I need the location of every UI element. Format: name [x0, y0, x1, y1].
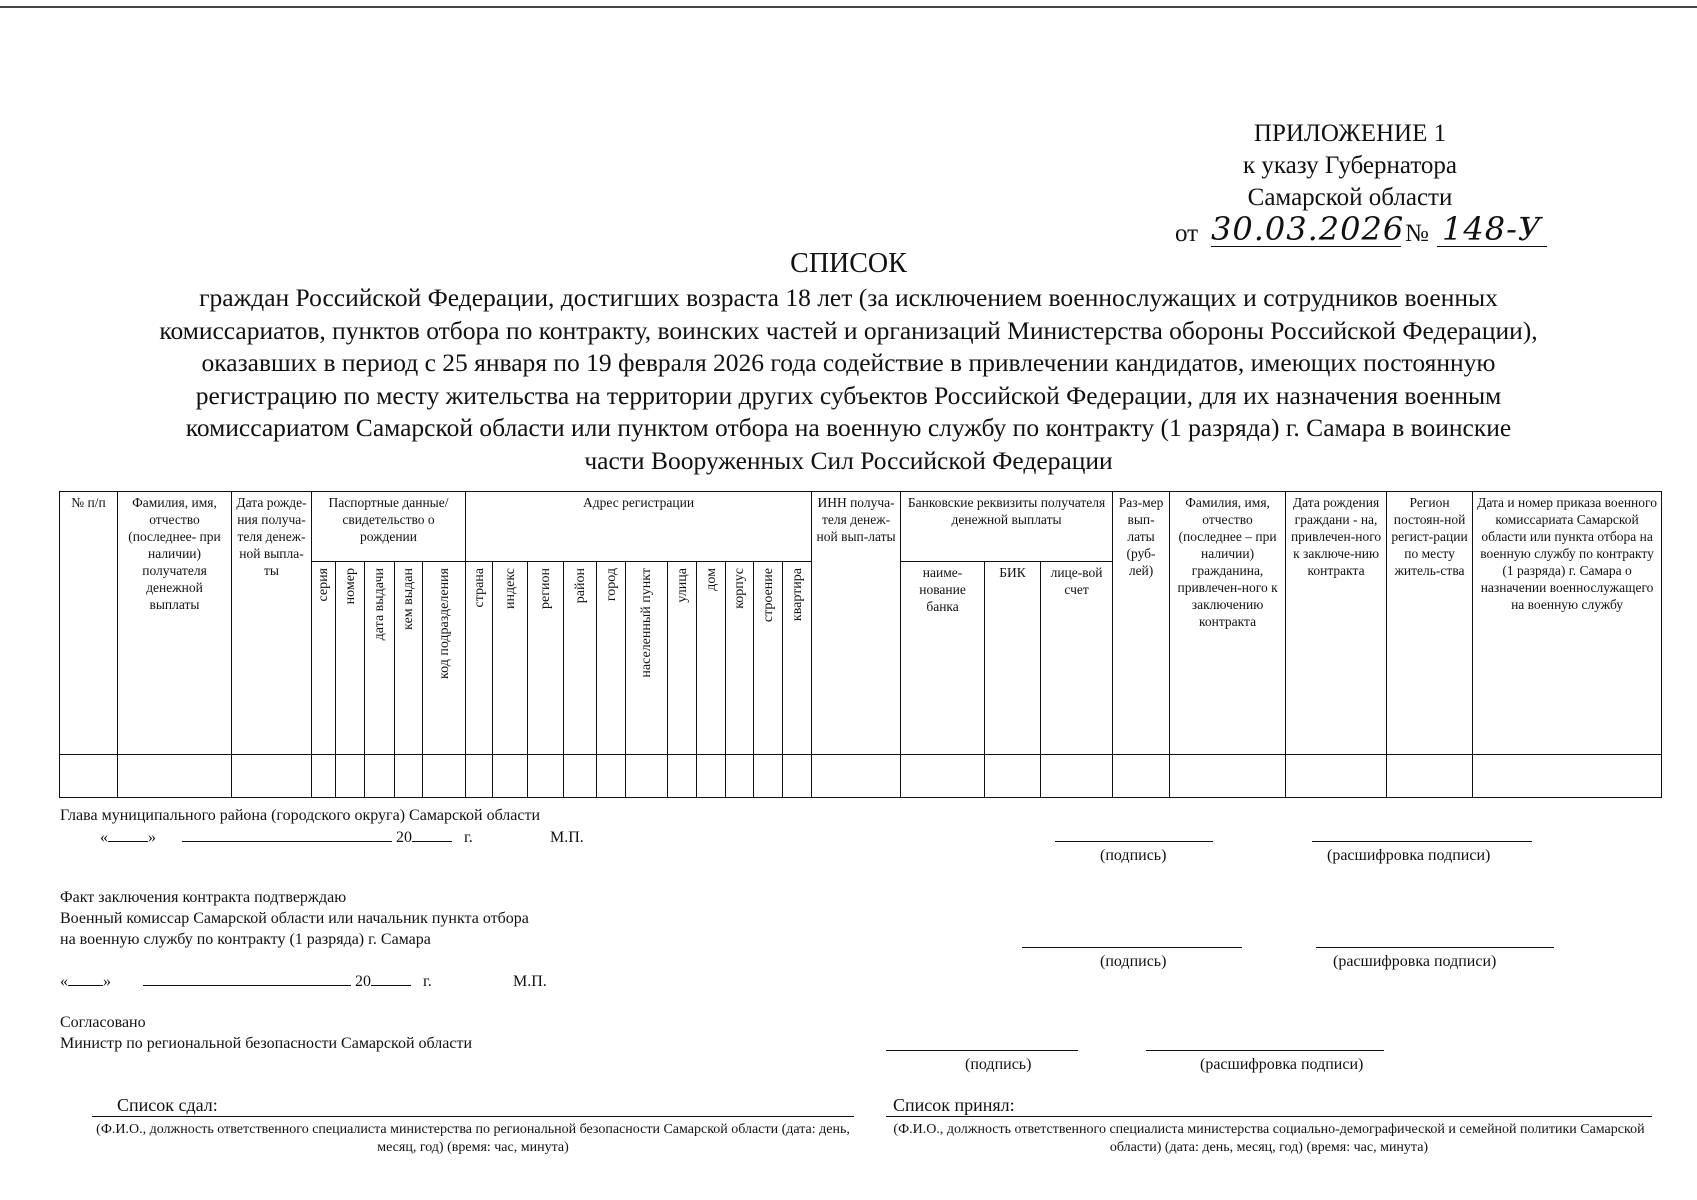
- block2-decode-line: [1316, 947, 1554, 948]
- citizens-table: [59, 491, 1662, 798]
- appendix-line-decree: к указу Губернатора: [1242, 152, 1458, 179]
- header-address-apartment: квартира: [783, 562, 812, 755]
- table-row-empty: [60, 755, 1662, 798]
- subtitle-line: части Вооруженных Сил Российской Федерации: [584, 445, 1113, 475]
- subtitle-line: комиссариатом Самарской области или пунктом отбора на военную службу по контракту (1 разряда) г. Самара в воинские: [185, 413, 1512, 442]
- header-inn: ИНН получа-теля денеж-ной вып-латы: [812, 492, 901, 755]
- block3-line1: Согласовано: [60, 1014, 146, 1031]
- decree-date-handwritten: 30.03.2026: [1211, 210, 1405, 248]
- footer-received-line: [886, 1116, 1652, 1117]
- header-passport: Паспортные данные/ свидетельство о рождении: [312, 492, 466, 562]
- document-subtitle: [0, 282, 1697, 477]
- block2-line3: на военную службу по контракту (1 разряда) г. Самара: [60, 931, 431, 948]
- footer-submitted-line: [92, 1116, 854, 1117]
- header-bank: Банковские реквизиты получателя денежной выплаты: [901, 492, 1113, 562]
- header-passport-number: номер: [336, 562, 365, 755]
- header-region: Регион постоян-ной регист-рации по месту житель-ства: [1387, 492, 1473, 755]
- header-no: № п/п: [60, 492, 118, 755]
- header-address: Адрес регистрации: [466, 492, 812, 562]
- top-scan-border: [0, 6, 1697, 8]
- header-address-settlement: населенный пункт: [626, 562, 668, 755]
- header-address-district: район: [564, 562, 597, 755]
- block2-date-line: « » 20 г.: [60, 973, 432, 990]
- decree-number-handwritten: 148-У: [1437, 212, 1547, 247]
- block1-sign-caption: (подпись): [1100, 847, 1167, 864]
- subtitle-line: оказавших в период с 25 января по 19 февраля 2026 года содействие в привлечении кандидатов, имеющих постоянную: [201, 348, 1496, 377]
- subtitle-line: граждан Российской Федерации, достигших возраста 18 лет (за исключением военнослужащих и сотрудников военных: [199, 283, 1498, 312]
- footer-received-label: Список принял:: [893, 1095, 1015, 1115]
- block2-sign-line: [1022, 947, 1242, 948]
- header-address-index: индекс: [493, 562, 528, 755]
- header-bank-account: лице-вой счет: [1041, 562, 1113, 755]
- document-title: СПИСОК: [790, 248, 907, 279]
- appendix-title: ПРИЛОЖЕНИЕ 1: [1253, 120, 1447, 147]
- block3-sign-caption: (подпись): [965, 1056, 1032, 1073]
- header-address-country: страна: [466, 562, 493, 755]
- block3-line2: Министр по региональной безопасности Самарской области: [60, 1035, 473, 1052]
- footer-submitted-label: Список сдал:: [117, 1095, 218, 1115]
- header-passport-series: серия: [312, 562, 336, 755]
- header-address-region: регион: [528, 562, 564, 755]
- header-passport-code: код подразделения: [423, 562, 466, 755]
- header-candidate-birth: Дата рождения граждани - на, привлечен-ного к заключе-нию контракта: [1286, 492, 1387, 755]
- block2-line1: Факт заключения контракта подтверждаю: [60, 889, 347, 906]
- block2-line2: Военный комиссар Самарской области или начальник пункта отбора: [60, 910, 529, 927]
- appendix-date-number: [1175, 212, 1555, 250]
- block3-decode-caption: (расшифровка подписи): [1200, 1056, 1364, 1073]
- header-address-building: корпус: [726, 562, 754, 755]
- block1-date-line: « » 20 г.: [100, 829, 473, 846]
- number-label: №: [1405, 220, 1429, 247]
- header-passport-date: дата выдачи: [365, 562, 395, 755]
- block1-decode-line: [1312, 841, 1532, 842]
- appendix-line-region: Самарской области: [1247, 184, 1453, 211]
- block3-decode-line: [1146, 1050, 1384, 1051]
- block1-stamp: М.П.: [550, 829, 584, 846]
- subtitle-line: регистрацию по месту жительства на территории других субъектов Российской Федерации, для их назначения военным: [195, 380, 1502, 410]
- header-amount: Раз-мер вып-латы (руб-лей): [1113, 492, 1170, 755]
- footer-submitted-caption: (Ф.И.О., должность ответственного специалиста министерства по региональной безопасности Самарской области (дата: день, месяц, год) (время: час, минута): [96, 1122, 850, 1155]
- footer-received-caption: (Ф.И.О., должность ответственного специалиста министерства социально-демографической и семейной политики Самарской области) (дата: день, месяц, год) (время: час, минута): [893, 1122, 1645, 1155]
- header-recipient-name: Фамилия, имя, отчество (последнее- при наличии) получателя денежной выплаты: [118, 492, 232, 755]
- subtitle-line: комиссариатов, пунктов отбора по контракту, воинских частей и организаций Министерства обороны Российской Федерации),: [159, 315, 1538, 345]
- block1-sign-line: [1055, 841, 1213, 842]
- header-order: Дата и номер приказа военного комиссариата Самарской области или пункта отбора на военную службу по контракту (1 разряда) г. Самара о назначении военнослужащего на военную службу: [1473, 492, 1662, 755]
- header-address-street: улица: [668, 562, 697, 755]
- header-recipient-birth: Дата рожде-ния получа-теля денеж-ной выпла-ты: [232, 492, 312, 755]
- block3-sign-line: [886, 1050, 1078, 1051]
- header-bank-name: наиме-нование банка: [901, 562, 985, 755]
- header-address-structure: строение: [754, 562, 783, 755]
- block2-decode-caption: (расшифровка подписи): [1333, 953, 1497, 970]
- header-address-city: город: [597, 562, 626, 755]
- from-label: от: [1175, 220, 1199, 247]
- header-address-house: дом: [697, 562, 726, 755]
- block1-decode-caption: (расшифровка подписи): [1327, 847, 1491, 864]
- block1-head-title: Глава муниципального района (городского округа) Самарской области: [60, 807, 541, 824]
- header-bank-bik: БИК: [985, 562, 1041, 755]
- header-passport-issuer: кем выдан: [395, 562, 423, 755]
- header-candidate-name: Фамилия, имя, отчество (последнее – при наличии) гражданина, привлечен-ного к заключению контракта: [1170, 492, 1286, 755]
- block2-sign-caption: (подпись): [1100, 953, 1167, 970]
- block2-stamp: М.П.: [513, 973, 547, 990]
